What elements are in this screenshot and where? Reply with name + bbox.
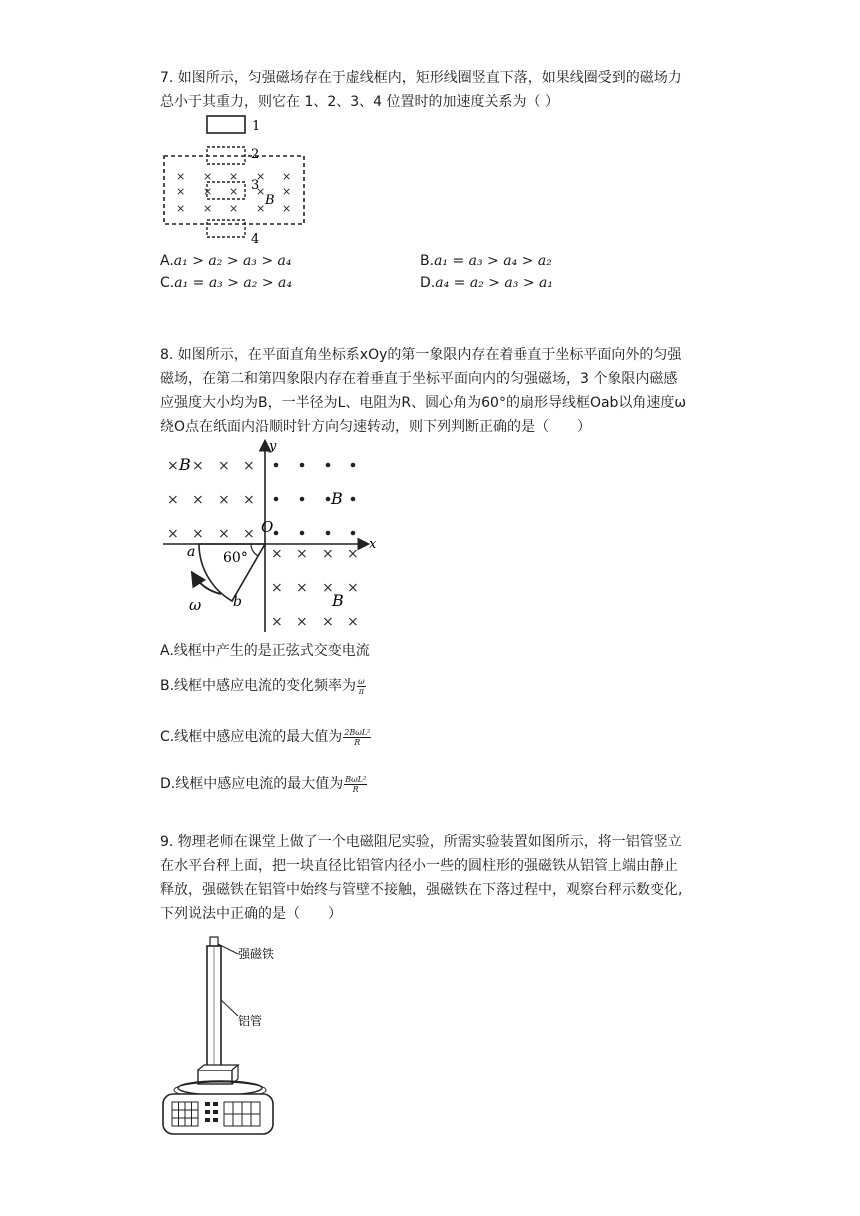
q8-field-quadrant-1 — [274, 463, 356, 536]
svg-text:×: × — [176, 170, 186, 183]
q8-option-c-text: C.线框中感应电流的最大值为 — [160, 729, 343, 745]
q7-option-b-letter: B. — [420, 253, 435, 269]
q7-coil-position-3 — [207, 182, 245, 199]
q7-option-a-letter: A. — [160, 253, 174, 269]
svg-text:×: × — [203, 185, 213, 198]
q7-option-d-letter: D. — [420, 275, 436, 291]
svg-text:×: × — [347, 580, 359, 596]
q9-tube-label: 铝管 — [238, 1014, 263, 1028]
q7-option-b-expr: a₁ = a₃ > a₄ > a₂ — [434, 253, 552, 269]
q8-option-d[interactable] — [160, 774, 367, 794]
q8-label-b: b — [233, 594, 242, 610]
svg-text:×: × — [322, 614, 334, 630]
q8-option-b-fraction — [357, 677, 366, 696]
q7-option-d-expr: a₄ = a₂ > a₃ > a₁ — [435, 275, 553, 291]
q8-line-1: 8. 如图所示，在平面直角坐标系xOy的第一象限内存在着垂直于坐标平面向外的匀强 — [160, 347, 682, 363]
q8-option-d-numerator: BωL² — [345, 774, 367, 784]
svg-text:×: × — [243, 492, 255, 508]
q7-label-2: 2 — [251, 147, 260, 162]
q8-figure — [155, 436, 390, 636]
svg-text:×: × — [271, 614, 283, 630]
q7-coil-position-2 — [207, 147, 245, 164]
svg-text:×: × — [347, 614, 359, 630]
svg-text:×: × — [229, 170, 239, 183]
svg-text:×: × — [192, 492, 204, 508]
svg-text:×: × — [282, 185, 292, 198]
q7-question-text — [160, 66, 730, 114]
svg-text:×: × — [218, 492, 230, 508]
q7-option-a[interactable] — [160, 251, 292, 271]
q8-omega-label: ω — [189, 596, 202, 614]
q8-field-label-q2: B — [179, 455, 191, 474]
svg-text:×: × — [296, 580, 308, 596]
q9-line-2: 在水平台秤上面，把一块直径比铝管内径小一些的圆柱形的强磁铁从铝管上端由静止 — [160, 858, 678, 874]
svg-text:×: × — [176, 185, 186, 198]
q8-line-2: 磁场，在第二和第四象限内存在着垂直于坐标平面向内的匀强磁场，3 个象限内磁感 — [160, 371, 678, 387]
q9-magnet-label: 强磁铁 — [238, 947, 275, 961]
svg-text:×: × — [167, 492, 179, 508]
svg-text:×: × — [296, 614, 308, 630]
q8-option-a-text: A.线框中产生的是正弦式交变电流 — [160, 643, 370, 659]
q8-line-3: 应强度大小均为B，一半径为L、电阻为R、圆心角为60°的扇形导线框Oab以角速度ω — [160, 395, 687, 411]
q8-rotation-arrow — [193, 574, 221, 594]
svg-text:×: × — [243, 458, 255, 474]
svg-text:×: × — [203, 170, 213, 183]
q8-option-c-denominator: R — [354, 737, 361, 747]
q9-line-4: 下列说法中正确的是（ ） — [160, 906, 342, 922]
q7-option-c-expr: a₁ = a₃ > a₂ > a₄ — [174, 275, 292, 291]
svg-text:×: × — [192, 526, 204, 542]
svg-text:×: × — [256, 202, 266, 215]
svg-text:×: × — [256, 170, 266, 183]
svg-text:×: × — [192, 458, 204, 474]
svg-text:×: × — [229, 185, 239, 198]
q7-option-c[interactable] — [160, 273, 292, 293]
q7-option-c-letter: C. — [160, 275, 175, 291]
q9-line-3: 释放，强磁铁在铝管中始终与管壁不接触，强磁铁在下落过程中，观察台秤示数变化, — [160, 882, 683, 898]
q8-option-d-denominator: R — [352, 784, 359, 794]
svg-text:×: × — [218, 458, 230, 474]
q8-option-c-numerator: 2BωL² — [344, 727, 371, 737]
q9-line-1: 9. 物理老师在课堂上做了一个电磁阻尼实验，所需实验装置如图所示，将一铝管竖立 — [160, 834, 682, 850]
svg-text:×: × — [243, 526, 255, 542]
q7-label-4: 4 — [251, 232, 260, 247]
q8-option-b-text: B.线框中感应电流的变化频率为 — [160, 678, 357, 694]
svg-text:×: × — [271, 580, 283, 596]
svg-text:×: × — [347, 546, 359, 562]
q8-y-label: y — [269, 439, 277, 454]
q8-field-label-q1: B — [331, 489, 343, 508]
q8-option-d-fraction — [344, 775, 367, 794]
svg-text:×: × — [203, 202, 213, 215]
q8-origin-label: O — [261, 518, 274, 536]
svg-text:×: × — [271, 546, 283, 562]
svg-text:×: × — [167, 458, 179, 474]
q7-label-1: 1 — [252, 119, 261, 134]
q7-coil-position-4 — [207, 220, 245, 237]
q7-line-2: 总小于其重力，则它在 1、2、3、4 位置时的加速度关系为（ ） — [160, 94, 559, 110]
q9-question-text — [160, 830, 730, 926]
q8-line-4: 绕O点在纸面内沿顺时针方向匀速转动，则下列判断正确的是（ ） — [160, 419, 592, 435]
q7-option-b[interactable] — [420, 251, 552, 271]
svg-text:×: × — [282, 202, 292, 215]
q8-field-quadrant-4 — [271, 546, 359, 630]
q8-option-d-text: D.线框中感应电流的最大值为 — [160, 776, 344, 792]
q7-coil-position-1 — [207, 116, 245, 133]
svg-text:×: × — [229, 202, 239, 215]
q8-option-c-fraction — [343, 728, 371, 747]
q7-option-d[interactable] — [420, 273, 553, 293]
q8-question-text — [160, 343, 730, 439]
svg-text:×: × — [322, 580, 334, 596]
svg-text:×: × — [167, 526, 179, 542]
q8-option-c[interactable] — [160, 727, 371, 747]
svg-text:×: × — [176, 202, 186, 215]
svg-text:×: × — [282, 170, 292, 183]
q8-angle-arc — [251, 544, 258, 556]
q7-line-1: 7. 如图所示，匀强磁场存在于虚线框内，矩形线圈竖直下落，如果线圈受到的磁场力 — [160, 70, 682, 86]
q8-option-b[interactable] — [160, 676, 366, 696]
q7-field-label: B — [265, 193, 275, 208]
q7-figure — [150, 110, 320, 250]
q7-option-a-expr: a₁ > a₂ > a₃ > a₄ — [173, 253, 292, 269]
svg-text:×: × — [218, 526, 230, 542]
q8-option-a[interactable] — [160, 641, 370, 661]
q8-field-label-q4: B — [332, 591, 344, 610]
q8-label-a: a — [187, 544, 196, 560]
q7-label-3: 3 — [251, 178, 260, 193]
q9-tube-leader — [221, 1000, 238, 1016]
q9-figure — [158, 932, 298, 1142]
q8-angle-label: 60° — [223, 550, 248, 566]
q8-x-label: x — [369, 537, 377, 552]
svg-text:×: × — [322, 546, 334, 562]
q8-option-b-denominator: π — [358, 686, 364, 696]
q8-option-b-numerator: ω — [358, 676, 365, 686]
svg-text:×: × — [296, 546, 308, 562]
svg-text:×: × — [256, 185, 266, 198]
